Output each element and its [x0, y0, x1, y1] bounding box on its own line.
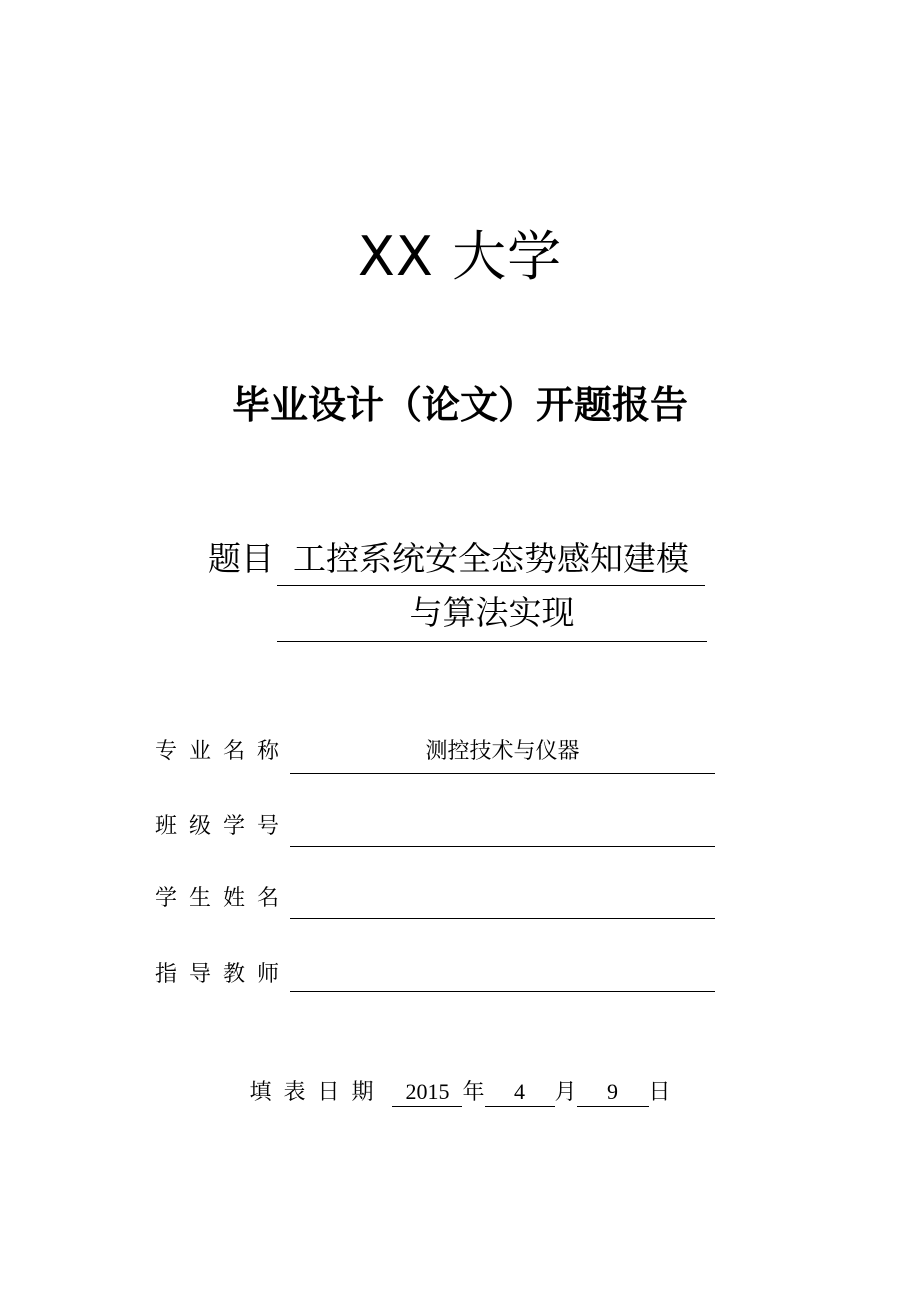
- field-value-major: 测控技术与仪器: [290, 737, 715, 774]
- report-title: 毕业设计（论文）开题报告: [231, 383, 688, 427]
- field-label-class-id: 班级学号: [155, 814, 292, 839]
- day-unit: 日: [648, 1080, 671, 1105]
- fill-date-year: 2015: [392, 1078, 462, 1107]
- topic-title-line-2: 与算法实现: [277, 590, 707, 642]
- topic-title-line-1: 工控系统安全态势感知建模: [277, 536, 705, 586]
- topic-label: 题目: [208, 539, 274, 578]
- field-value-class-id: [290, 810, 715, 847]
- field-value-student-name: [290, 882, 715, 919]
- fill-date-month: 4: [485, 1078, 555, 1107]
- field-value-advisor: [290, 955, 715, 992]
- field-label-advisor: 指导教师: [155, 962, 292, 987]
- university-name: XX 大学: [357, 225, 563, 288]
- fill-date-label: 填表日期: [249, 1080, 386, 1105]
- year-unit: 年: [462, 1080, 485, 1105]
- field-label-student-name: 学生姓名: [155, 886, 292, 911]
- fill-date-day: 9: [577, 1078, 649, 1107]
- month-unit: 月: [554, 1080, 577, 1105]
- field-label-major: 专业名称: [155, 739, 292, 764]
- fill-date-row: [0, 1078, 920, 1108]
